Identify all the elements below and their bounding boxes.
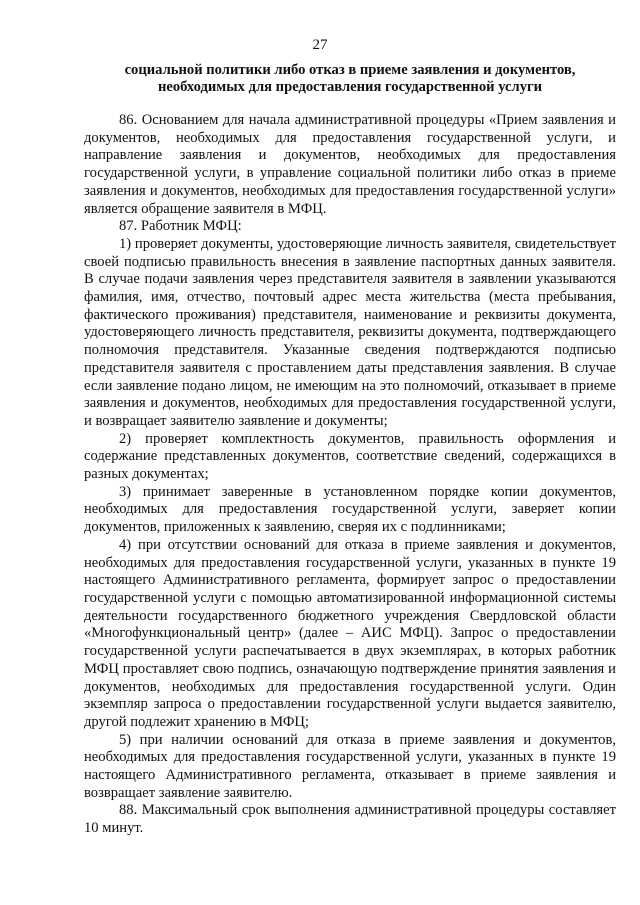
section-heading-line-2: необходимых для предоставления государственной услуги bbox=[157, 79, 543, 95]
section-heading-line-1: социальной политики либо отказ в приеме заявления и документов, bbox=[124, 62, 576, 78]
paragraph-87-item-2: 2) проверяет комплектность документов, правильность оформления и содержание представленных документов, соответствие сведений, содержащихся в разных документах; bbox=[84, 430, 616, 483]
paragraph-87-item-4: 4) при отсутствии оснований для отказа в приеме заявления и документов, необходимых для предоставления государственной услуги, указанных в пункте 19 настоящего Административного регламента, формирует запрос о предоставлении государственной услуги с помощью автоматизированной информационной системы деятельности государственного бюджетного учреждения Свердловской области «Многофункциональный центр» (далее – АИС МФЦ). Запрос о предоставлении государственной услуги распечатывается в двух экземплярах, в которых работник МФЦ проставляет свою подпись, означающую подтверждение принятия заявления и документов, необходимых для предоставления государственной услуги. Один экземпляр запроса о предоставлении государственной услуги выдается заявителю, другой подлежит хранению в МФЦ; bbox=[84, 536, 616, 730]
page-number: 27 bbox=[312, 37, 328, 53]
paragraph-87-item-1: 1) проверяет документы, удостоверяющие личность заявителя, свидетельствует своей подписью правильность внесения в заявление паспортных данных заявителя. В случае подачи заявления через представителя заявителя в заявлении указываются фамилия, имя, отчество, почтовый адрес места жительства (места пребывания, фактического проживания) представителя, наименование и реквизиты документа, удостоверяющего личность представителя, реквизиты документа, подтверждающего полномочия представителя. Указанные сведения подтверждаются подписью представителя заявителя с проставлением даты представления заявления. В случае если заявление подано лицом, не имеющим на это полномочий, отказывает в приеме заявления и документов, необходимых для предоставления государственной услуги, и возвращает заявителю заявление и документы; bbox=[84, 235, 616, 429]
paragraph-86: 86. Основанием для начала административной процедуры «Прием заявления и документов, необходимых для предоставления государственной услуги, и направление заявления и документов, необходимых для предоставления государственной услуги, в управление социальной политики либо отказ в приеме заявления и документов, необходимых для предоставления государственной услуги» является обращение заявителя в МФЦ. bbox=[84, 112, 616, 217]
paragraph-87-intro: 87. Работник МФЦ: bbox=[119, 218, 242, 235]
paragraph-88: 88. Максимальный срок выполнения административной процедуры составляет 10 минут. bbox=[84, 802, 616, 837]
paragraph-87-item-3: 3) принимает заверенные в установленном порядке копии документов, необходимых для предоставления государственной услуги, заверяет копии документов, приложенных к заявлению, сверяя их с подлинниками; bbox=[84, 483, 616, 536]
paragraph-87-item-5: 5) при наличии оснований для отказа в приеме заявления и документов, необходимых для предоставления государственной услуги, указанных в пункте 19 настоящего Административного регламента, отказывает в приеме заявления и возвращает заявление заявителю. bbox=[84, 731, 616, 801]
document-body bbox=[84, 112, 616, 838]
section-heading bbox=[84, 62, 616, 96]
